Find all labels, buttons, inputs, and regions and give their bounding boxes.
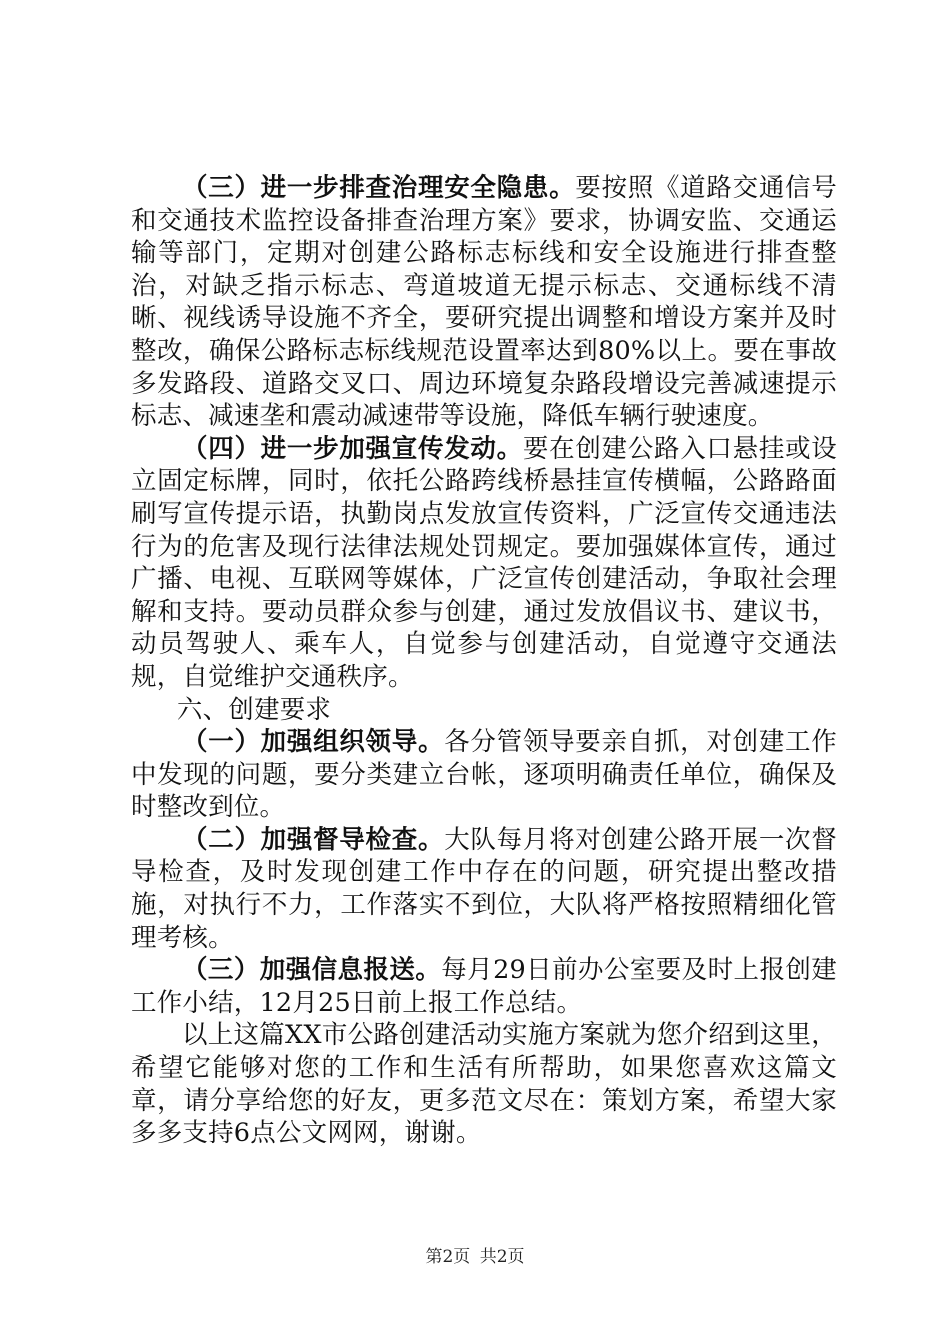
paragraph-text: 要按照《道路交通信号和交通技术监控设备排查治理方案》要求，协调安监、交通运输等部门，定期对创建公路标志标线和安全设施进行排查整治，对缺乏指示标志、弯道坡道无提示标志、交通标线不清晰、视线诱导设施不齐全，要研究提出调整和增设方案并及时整改，确保公路标志标线规范设置率达到80%以上。要在事故多发路段、道路交叉口、周边环境复杂路段增设完善减速提示标志、减速垄和震动减速带等设施，降低车辆行驶速度。 [131,173,837,432]
paragraph-heading: （一）加强组织领导。 [182,727,445,758]
paragraph-publicity [131,433,837,694]
requirement-inspection [131,824,837,954]
paragraph-safety-hazards [131,172,837,433]
paragraph-text: 大队每月将对创建公路开展一次督导检查，及时发现创建工作中存在的问题，研究提出整改措施，对执行不力，工作落实不到位，大队将严格按照精细化管理考核。 [131,824,837,953]
requirement-reporting [131,954,837,1019]
paragraph-heading: （三）进一步排查治理安全隐患。 [182,173,576,203]
paragraph-text: 各分管领导要亲自抓，对创建工作中发现的问题，要分类建立台帐，逐项明确责任单位，确保及时整改到位。 [131,727,837,823]
document-body [131,172,837,1150]
requirement-organization [131,726,837,824]
page-footer [0,1242,950,1267]
section-heading: 六、创建要求 [176,694,332,725]
paragraph-heading: （四）进一步加强宣传发动。 [182,433,523,464]
paragraph-text: 每月29日前办公室要及时上报创建工作小结，12月25日前上报工作总结。 [131,955,837,1018]
paragraph-text: 要在创建公路入口悬挂或设立固定标牌，同时，依托公路跨线桥悬挂宣传横幅，公路路面刷写宣传提示语，执勤岗点发放宣传资料，广泛宣传交通违法行为的危害及现行法律法规处罚规定。要加强媒体宣传，通过广播、电视、互联网等媒体，广泛宣传创建活动，争取社会理解和支持。要动员群众参与创建，通过发放倡议书、建议书，动员驾驶人、乘车人，自觉参与创建活动，自觉遵守交通法规，自觉维护交通秩序。 [131,433,837,692]
page-total: 共2页 [479,1247,525,1267]
page-number: 第2页 [425,1247,471,1267]
paragraph-heading: （三）加强信息报送。 [182,955,442,986]
paragraph-heading: （二）加强督导检查。 [182,824,445,855]
closing-paragraph: 以上这篇XX市公路创建活动实施方案就为您介绍到这里，希望它能够对您的工作和生活有所帮助，如果您喜欢这篇文章，请分享给您的好友，更多范文尽在：策划方案，希望大家多多支持6点公文网网，谢谢。 [131,1020,837,1149]
